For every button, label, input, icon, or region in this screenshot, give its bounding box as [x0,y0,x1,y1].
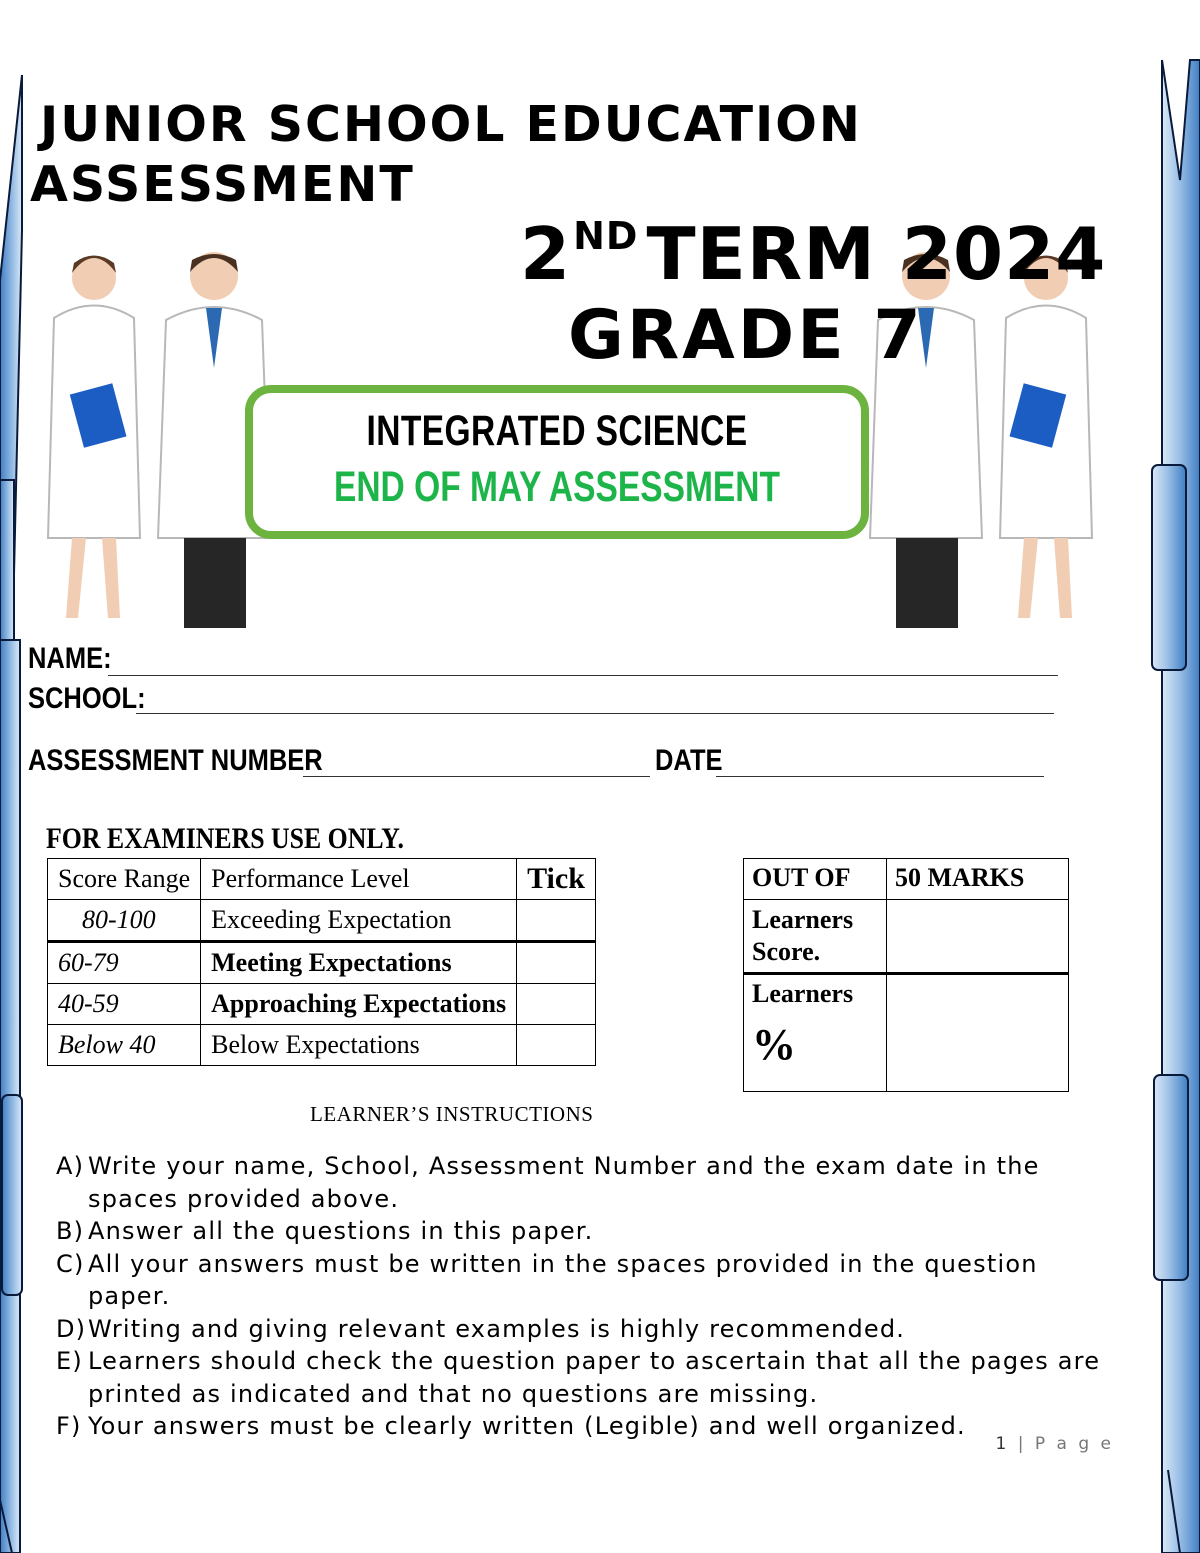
page-number: 1 [995,1434,1010,1454]
level-cell [201,900,517,942]
date-label: DATE [655,744,723,777]
marks-table [743,858,1069,1092]
right-border-decoration [1134,0,1200,1553]
percent-label-cell [744,974,887,1092]
marks-row-out-of [744,859,1069,900]
item-label: C) [56,1249,85,1278]
assessment-number-input-line[interactable] [303,776,650,777]
score-label-cell [744,900,887,974]
header-tick [517,859,596,900]
table-header-row [48,859,596,900]
list-item [56,1345,1106,1410]
range-text: 60-79 [58,948,119,977]
level-text: Below Expectations [211,1030,420,1059]
subject-title: INTEGRATED SCIENCE [366,407,748,455]
list-item [56,1248,1106,1313]
level-text: Exceeding Expectation [211,905,452,934]
item-label: B) [56,1217,85,1245]
range-cell [48,1025,201,1066]
score-label: Learners Score. [752,905,854,966]
percent-label-1: Learners [752,979,854,1008]
list-item [56,1215,1106,1248]
range-cell [48,984,201,1025]
header-text: Tick [527,862,585,895]
range-cell [48,900,201,942]
table-row [48,1025,596,1066]
level-cell [201,984,517,1025]
school-input-line[interactable] [136,713,1054,714]
out-of-value-cell [887,859,1069,900]
header-performance-level [201,859,517,900]
name-label: NAME: [28,642,112,675]
item-label: F) [56,1412,82,1440]
item-text: Writing and giving relevant examples is highly recommended. [88,1314,906,1343]
range-text: 80-100 [82,905,156,934]
item-label: E) [56,1347,83,1375]
header-text: Score Range [58,864,191,893]
title-line-2: ASSESSMENT [30,156,415,213]
page-footer: 1 | P a g e [995,1434,1114,1454]
range-text: Below 40 [58,1030,156,1059]
marks-row-score [744,900,1069,974]
level-text: Approaching Expectations [211,989,507,1018]
level-cell [201,1025,517,1066]
item-label: D) [56,1314,87,1343]
instructions-list [56,1150,1106,1443]
term-suffix: ND [573,214,639,258]
name-input-line[interactable] [108,675,1058,676]
examiners-title: FOR EXAMINERS USE ONLY. [46,822,404,855]
table-row [48,900,596,942]
header-score-range [48,859,201,900]
score-value-cell[interactable] [887,900,1069,974]
tick-cell[interactable] [517,900,596,942]
tick-cell[interactable] [517,942,596,984]
item-text: All your answers must be written in the spaces provided in the question paper. [88,1249,1038,1310]
out-of-label: OUT OF [752,863,851,892]
date-input-line[interactable] [716,776,1044,777]
level-text: Meeting Expectations [211,948,452,977]
table-row [48,984,596,1025]
list-item [56,1313,1106,1346]
page-label: P a g e [1034,1434,1114,1454]
doctors-illustration-left [36,248,276,643]
assessment-number-label: ASSESSMENT NUMBER [28,744,323,777]
percent-label-2: % [752,1020,796,1069]
range-text: 40-59 [58,989,119,1018]
performance-table [47,858,596,1066]
instructions-heading: LEARNER’S INSTRUCTIONS [310,1102,594,1126]
list-item [56,1410,1106,1443]
item-text: Your answers must be clearly written (Legible) and well organized. [88,1412,966,1440]
out-of-label-cell [744,859,887,900]
range-cell [48,942,201,984]
percent-value-cell[interactable] [887,974,1069,1092]
title-line-1: JUNIOR SCHOOL EDUCATION [40,96,862,153]
item-text: Write your name, School, Assessment Number and the exam date in the spaces provided above. [88,1152,1040,1213]
item-text: Learners should check the question paper to ascertain that all the pages are printed as indicated and that no questions are missing. [88,1347,1101,1408]
term-heading [520,212,1106,296]
term-rest: TERM 2024 [646,212,1107,296]
item-text: Answer all the questions in this paper. [88,1217,594,1245]
table-row [48,942,596,984]
term-number: 2 [520,212,572,296]
marks-row-percent [744,974,1069,1092]
item-label: A) [56,1152,85,1180]
assessment-title: END OF MAY ASSESSMENT [333,463,781,511]
tick-cell[interactable] [517,984,596,1025]
header-text: Performance Level [211,864,410,893]
out-of-value: 50 MARKS [895,863,1025,892]
tick-cell[interactable] [517,1025,596,1066]
subject-box [245,385,869,539]
list-item [56,1150,1106,1215]
level-cell [201,942,517,984]
grade-heading: GRADE 7 [568,296,924,375]
school-label: SCHOOL: [28,682,146,715]
